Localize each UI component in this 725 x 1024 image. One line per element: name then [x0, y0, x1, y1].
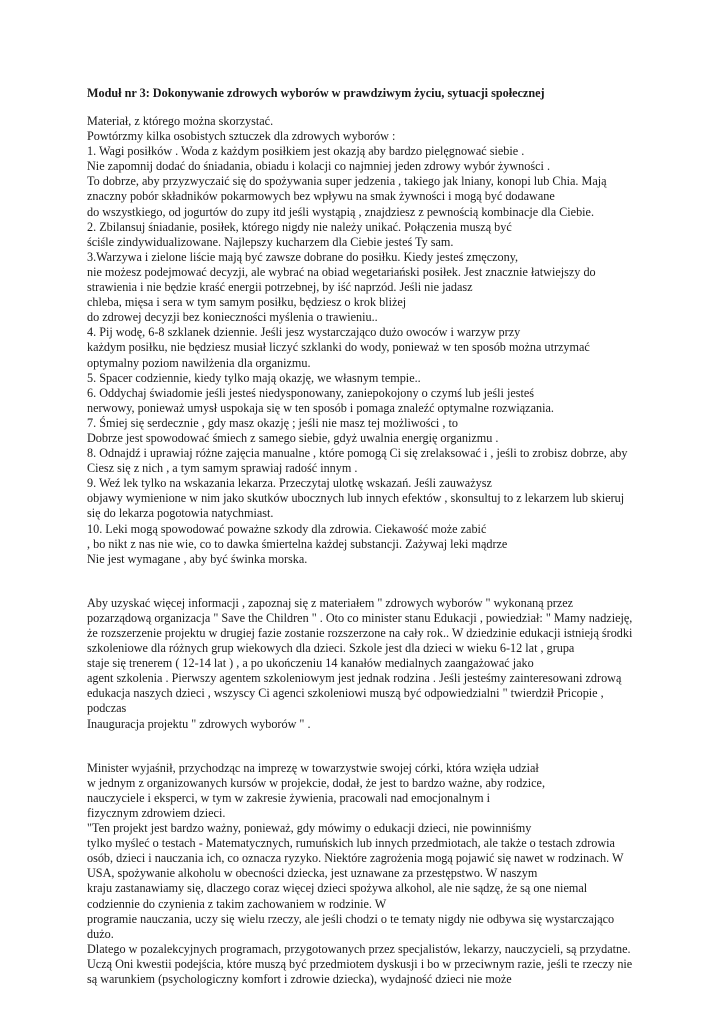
text-line: 7. Śmiej się serdecznie , gdy masz okazję ; jeśli nie masz tej możliwości , to: [87, 415, 458, 430]
text-line: Aby uzyskać więcej informacji , zapoznaj się z materiałem " zdrowych wyborów " wykonaną przez: [87, 595, 574, 610]
text-line: , bo nikt z nas nie wie, co to dawka śmiertelna każdej substancji. Zażywaj leki mądrze: [87, 536, 508, 551]
text-line: To dobrze, aby przyzwyczaić się do spożywania super jedzenia , takiego jak lniany, konopi lub Chia. Mają: [87, 174, 607, 189]
text-line: Uczą Oni kwestii podejścia, które muszą być przedmiotem dyskusji i bo w przeciwnym razie, jeśli te rzeczy nie: [87, 956, 633, 971]
section-minister-statement: [87, 761, 687, 987]
text-line: Inauguracja projektu " zdrowych wyborów " .: [87, 716, 311, 731]
text-line: Dobrze jest spowodować śmiech z samego siebie, gdyż uwalnia energię organizmu .: [87, 430, 499, 445]
text-line: optymalny poziom nawilżenia dla organizmu.: [87, 355, 311, 370]
text-line: codziennie do czynienia z takim zachowaniem w rodzinie. W: [87, 896, 387, 911]
text-line: "Ten projekt jest bardzo ważny, ponieważ, gdy mówimy o edukacji dzieci, nie powinniśmy: [87, 821, 532, 836]
text-line: nauczyciele i eksperci, w tym w zakresie żywienia, pracowali nad emocjonalnym i: [87, 790, 491, 805]
text-line: znaczny pobór składników pokarmowych bez wpływu na smak żywności i mogą być dodawane: [87, 189, 555, 204]
text-line: ściśle zindywidualizowane. Najlepszy kucharzem dla Ciebie jesteś Ty sam.: [87, 234, 454, 249]
section-healthy-choices-tips: [87, 114, 687, 567]
text-line: programie nauczania, uczy się wielu rzeczy, ale jeśli chodzi o te tematy nigdy nie odbywa się wystarczająco: [87, 911, 615, 926]
text-line: 2. Zbilansuj śniadanie, posiłek, którego nigdy nie należy unikać. Połączenia muszą być: [87, 219, 512, 234]
text-line: każdym posiłku, nie będziesz musiał liczyć szklanki do wody, ponieważ w ten sposób można utrzymać: [87, 340, 590, 355]
text-line: podczas: [87, 701, 127, 716]
text-line: nerwowy, ponieważ umysł uspokaja się w ten sposób i pomaga znaleźć optymalne rozwiązania.: [87, 400, 554, 415]
text-line: dużo.: [87, 926, 114, 941]
text-line: pozarządową organizacja " Save the Children " . Oto co minister stanu Edukacji , powiedział: " Mamy nadzieję,: [87, 610, 633, 625]
text-line: osób, dzieci i nauczania ich, co oznacza ryzyko. Niektóre zagrożenia mogą pojawić się nawet w rodzinach. W: [87, 851, 624, 866]
text-line: chleba, mięsa i sera w tym samym posiłku, będziesz o krok bliżej: [87, 295, 407, 310]
text-line: Minister wyjaśnił, przychodząc na imprezę w towarzystwie swojej córki, która wzięła udział: [87, 760, 539, 775]
text-line: Ciesz się z nich , a tym samym sprawiaj radość innym .: [87, 461, 358, 476]
text-line: Powtórzmy kilka osobistych sztuczek dla zdrowych wyborów :: [87, 129, 396, 144]
text-line: 4. Pij wodę, 6-8 szklanek dziennie. Jeśli jesz wystarczająco dużo owoców i warzyw przy: [87, 325, 521, 340]
text-line: w jednym z organizowanych kursów w projekcie, dodał, że jest to bardzo ważne, aby rodzice,: [87, 775, 545, 790]
text-line: strawienia i nie będzie kraść energii potrzebnej, by iść naprzód. Jeśli nie jadasz: [87, 280, 473, 295]
text-line: że rozszerzenie projektu w drugiej fazie zostanie rozszerzone na cały rok.. W dziedzinie edukacji istnieją środki: [87, 626, 633, 640]
text-line: Materiał, z którego można skorzystać.: [87, 114, 274, 128]
text-line: agent szkolenia . Pierwszy agentem szkoleniowym jest jednak rodzina . Jeśli jesteśmy zainteresowani zdrową: [87, 671, 622, 686]
text-line: 9. Weź lek tylko na wskazania lekarza. Przeczytaj ulotkę wskazań. Jeśli zauważysz: [87, 476, 492, 491]
text-line: 6. Oddychaj świadomie jeśli jesteś niedysponowany, zaniepokojony o czymś lub jeśli jesteś: [87, 385, 535, 400]
text-line: 3.Warzywa i zielone liście mają być zawsze dobrane do posiłku. Kiedy jesteś zmęczony,: [87, 249, 519, 264]
text-line: Dlatego w pozalekcyjnych programach, przygotowanych przez specjalistów, lekarzy, nauczycieli, są przydatne.: [87, 941, 631, 956]
text-line: do zdrowej decyzji bez konieczności myślenia o trawieniu..: [87, 310, 378, 325]
text-line: 8. Odnajdź i uprawiaj różne zajęcia manualne , które pomogą Ci się zrelaksować i , jeśli to zrobisz dobrze, aby: [87, 446, 628, 461]
text-line: do wszystkiego, od jogurtów do zupy itd jeśli wystąpią , znajdziesz z pewnością kombinacje dla Ciebie.: [87, 204, 595, 219]
text-line: nie możesz podejmować decyzji, ale wybrać na obiad wegetariański posiłek. Jest znacznie łatwiejszy do: [87, 264, 596, 279]
text-line: staje się trenerem ( 12-14 lat ) , a po ukończeniu 14 kanałów medialnych zaangażować jako: [87, 656, 534, 671]
text-line: 5. Spacer codziennie, kiedy tylko mają okazję, we własnym tempie..: [87, 370, 421, 385]
text-line: fizycznym zdrowiem dzieci.: [87, 805, 226, 820]
text-line: 10. Leki mogą spowodować poważne szkody dla zdrowia. Ciekawość może zabić: [87, 521, 487, 536]
text-line: tylko myśleć o testach - Matematycznych, rumuńskich lub innych przedmiotach, ale także o testach zdrowia: [87, 836, 615, 851]
text-line: szkoleniowe dla różnych grup wiekowych dla dzieci. Szkole jest dla dzieci w wieku 6-12 lat , grupa: [87, 641, 575, 656]
text-line: Nie zapomnij dodać do śniadania, obiadu i kolacji co najmniej jeden zdrowy wybór żywności .: [87, 159, 550, 174]
section-more-information: [87, 596, 687, 732]
text-line: Nie jest wymagane , aby być świnka morska.: [87, 551, 308, 566]
document-page: [87, 86, 687, 987]
document-title: Moduł nr 3: Dokonywanie zdrowych wyborów w prawdziwym życiu, sytuacji społecznej: [87, 86, 545, 100]
text-line: edukacja naszych dzieci , wszyscy Ci agenci szkoleniowi muszą być odpowiedzialni " twierdził Pricopie ,: [87, 686, 604, 701]
text-line: się do lekarza pogotowia natychmiast.: [87, 506, 274, 521]
text-line: są warunkiem (psychologiczny komfort i zdrowie dziecka), wydajność dzieci nie może: [87, 971, 512, 986]
text-line: objawy wymienione w nim jako skutków ubocznych lub innych efektów , skonsultuj to z lekarzem lub skieruj: [87, 491, 625, 506]
text-line: USA, spożywanie alkoholu w obecności dziecka, jest uznawane za przestępstwo. W naszym: [87, 866, 538, 881]
text-line: 1. Wagi posiłków . Woda z każdym posiłkiem jest okazją aby bardzo pielęgnować siebie .: [87, 144, 525, 159]
text-line: kraju zastanawiamy się, dlaczego coraz więcej dzieci spożywa alkohol, ale nie sądzę, że są one niemal: [87, 881, 588, 896]
